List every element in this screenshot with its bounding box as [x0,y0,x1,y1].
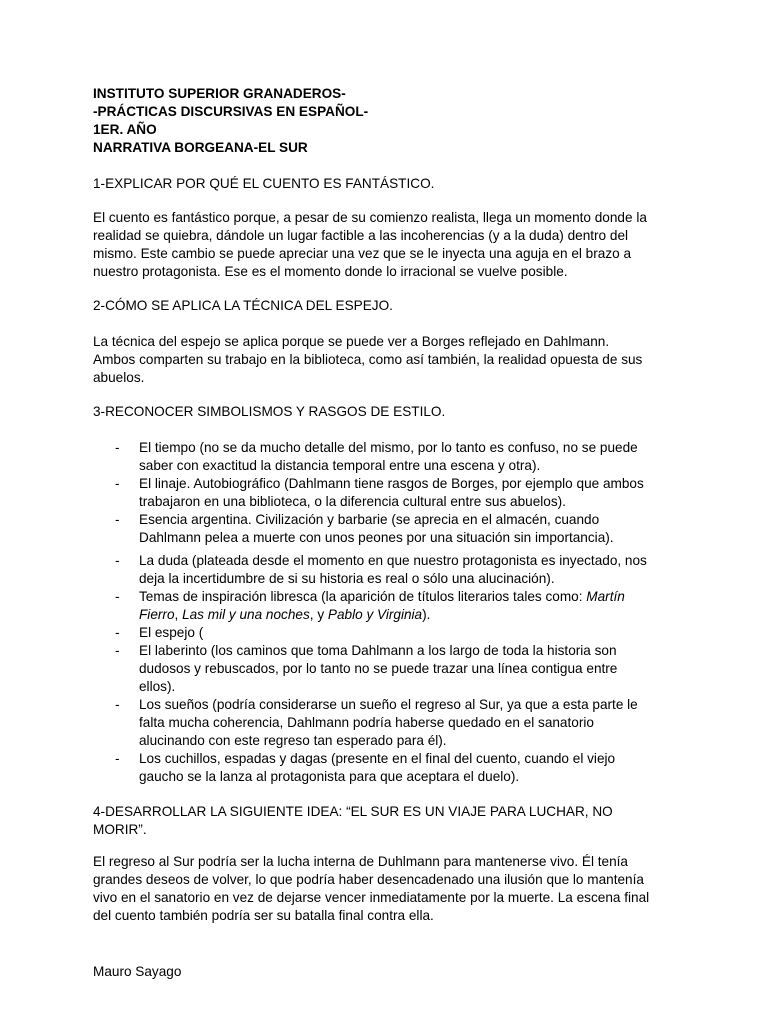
question-4-title [93,803,688,839]
book-title: Fierro [139,607,175,622]
list-bullet: - [115,512,120,527]
item-line: deja la incertidumbre de si su historia es real o sólo una alucinación). [139,571,555,586]
book-title: Martín [586,589,625,604]
list-item [93,588,688,624]
list-bullet: - [115,697,120,712]
answer-line: realidad se quiebra, dándole un lugar factible a las incoherencias (y a la duda) dentro del [93,228,629,243]
header-topic: NARRATIVA BORGEANA-EL SUR [93,140,308,155]
answer-line: El regreso al Sur podría ser la lucha interna de Duhlmann para mantenerse vivo. Él tenía [93,854,628,869]
answer-line: abuelos. [93,370,145,385]
question-1-title: 1-EXPLICAR POR QUÉ EL CUENTO ES FANTÁSTICO. [93,176,435,191]
answer-line: grandes deseos de volver, lo que podría haber desencadenado una ilusión que lo mantenía [93,872,644,887]
item-text: ). [422,607,431,622]
list-item [93,552,688,588]
title-line: 4-DESARROLLAR LA SIGUIENTE IDEA: “EL SUR ES UN VIAJE PARA LUCHAR, NO [93,804,613,819]
header-year: 1ER. AÑO [93,122,157,137]
item-line [139,588,688,606]
answer-line: mismo. Este cambio se puede apreciar una vez que se le inyecta una aguja en el brazo a [93,246,632,261]
answer-line: El cuento es fantástico porque, a pesar de su comienzo realista, llega un momento donde la [93,210,647,225]
title-line: MORIR”. [93,822,147,837]
answer-line: vivo en el sanatorio en vez de dejarse vencer inmediatamente por la muerte. La escena final [93,890,650,905]
list-bullet: - [115,440,120,455]
item-line: El laberinto (los caminos que toma Dahlmann a los largo de toda la historia son [139,643,617,658]
list-item [93,511,688,547]
item-text: Temas de inspiración libresca (la aparición de títulos literarios tales como: [139,589,587,604]
list-bullet: - [115,625,120,640]
style-features-list [93,439,688,786]
item-line: Dahlmann pelea a muerte con unos peones por una situación sin importancia). [139,530,614,545]
item-line: La duda (plateada desde el momento en que nuestro protagonista es inyectado, nos [139,553,647,568]
item-line: saber con exactitud la distancia temporal entre una escena y otra). [139,458,541,473]
list-item [93,439,688,475]
list-bullet: - [115,589,120,604]
question-3-title: 3-RECONOCER SIMBOLISMOS Y RASGOS DE ESTILO. [93,404,446,419]
item-line: ellos). [139,679,176,694]
header-course: -PRÁCTICAS DISCURSIVAS EN ESPAÑOL- [93,104,369,119]
item-line: alucinando con este regreso tan esperado para él). [139,733,447,748]
header-institute: INSTITUTO SUPERIOR GRANADEROS- [93,86,346,101]
item-line: El linaje. Autobiográfico (Dahlmann tiene rasgos de Borges, por ejemplo que ambos [139,476,644,491]
answer-line: La técnica del espejo se aplica porque se puede ver a Borges reflejado en Dahlmann. [93,334,610,349]
item-line [139,606,688,624]
item-text: , y [309,607,328,622]
item-line: falta mucha coherencia, Dahlmann podría haberse quedado en el sanatorio [139,715,594,730]
answer-line: nuestro protagonista. Ese es el momento donde lo irracional se vuelve posible. [93,264,568,279]
list-bullet: - [115,553,120,568]
list-bullet: - [115,643,120,658]
item-line: gaucho se la lanza al protagonista para que aceptara el duelo). [139,769,520,784]
list-item [93,642,688,696]
question-2-answer [93,333,688,387]
list-bullet: - [115,476,120,491]
list-item [93,750,688,786]
question-1-answer [93,209,688,281]
list-bullet: - [115,751,120,766]
item-line: trabajaron en una biblioteca, o la diferencia cultural entre sus abuelos). [139,494,566,509]
item-line: dudosos y rebuscados, por lo tanto no se puede trazar una línea contigua entre [139,661,618,676]
book-title: Pablo y Virginia [327,607,423,622]
list-item [93,696,688,750]
item-line: Los cuchillos, espadas y dagas (presente en el final del cuento, cuando el viejo [139,751,616,766]
item-line: Los sueños (podría considerarse un sueño el regreso al Sur, ya que a esta parte le [139,697,638,712]
question-2-title: 2-CÓMO SE APLICA LA TÉCNICA DEL ESPEJO. [93,298,393,313]
item-line: El tiempo (no se da mucho detalle del mismo, por lo tanto es confuso, no se puede [139,440,638,455]
question-4-answer [93,853,688,925]
list-item [93,475,688,511]
answer-line: Ambos comparten su trabajo en la biblioteca, como así también, la realidad opuesta de sus [93,352,643,367]
item-line: El espejo ( [139,625,204,640]
list-item [93,624,688,642]
author-name: Mauro Sayago [93,964,182,979]
document-header [93,85,688,157]
book-title: Las mil y una noches [182,607,310,622]
answer-line: del cuento también podría ser su batalla final contra ella. [93,908,434,923]
item-line: Esencia argentina. Civilización y barbarie (se aprecia en el almacén, cuando [139,512,600,527]
item-text: , [174,607,183,622]
